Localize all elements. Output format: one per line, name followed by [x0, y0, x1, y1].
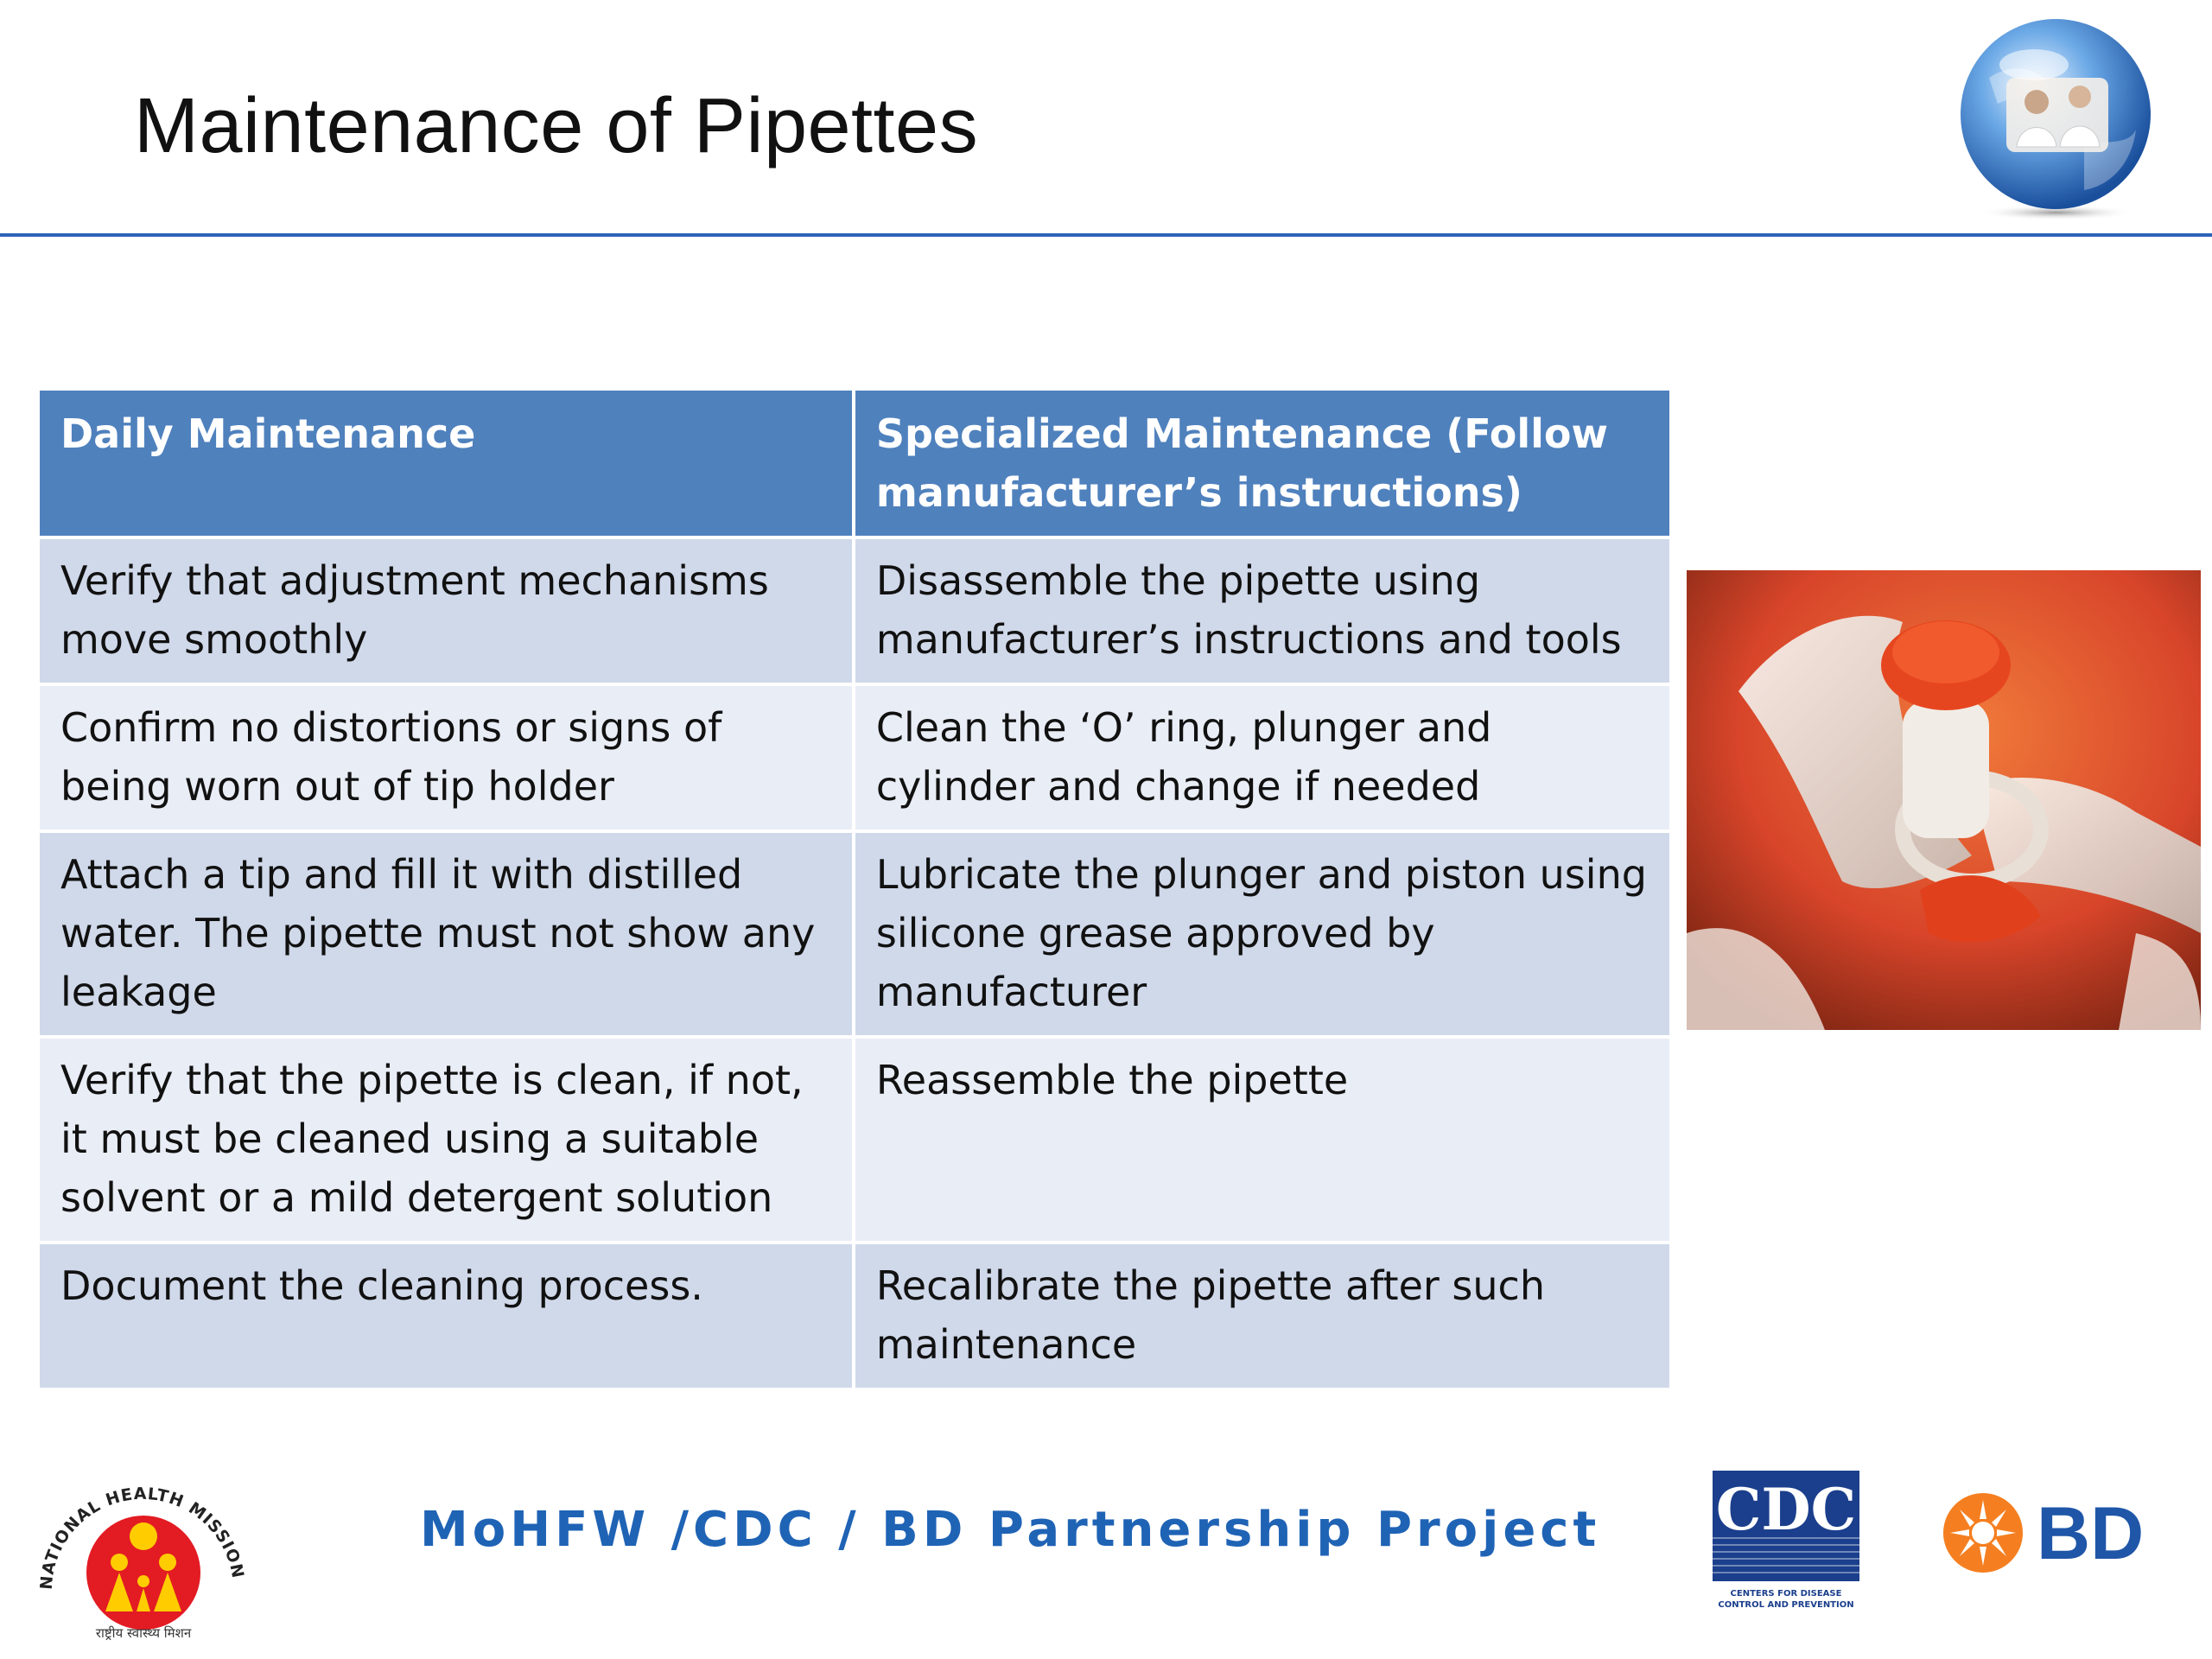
table-row	[40, 539, 1669, 683]
daily-cell: Attach a tip and fill it with distilled water. The pipette must not show any leakage	[40, 833, 852, 1035]
specialized-cell: Reassemble the pipette	[855, 1039, 1669, 1241]
table-row	[40, 686, 1669, 830]
daily-cell: Document the cleaning process.	[40, 1244, 852, 1388]
header-specialized-maintenance: Specialized Maintenance (Follow manufacturer’s instructions)	[855, 391, 1669, 536]
svg-text:NATIONAL HEALTH MISSION: NATIONAL HEALTH MISSION	[36, 1484, 248, 1591]
table-header-row	[40, 391, 1669, 536]
cdc-logo	[1711, 1469, 1875, 1611]
svg-text:CONTROL AND PREVENTION: CONTROL AND PREVENTION	[1718, 1600, 1854, 1610]
daily-cell: Confirm no distortions or signs of being worn out of tip holder	[40, 686, 852, 830]
svg-text:BD: BD	[2037, 1492, 2145, 1575]
svg-text:CENTERS FOR DISEASE: CENTERS FOR DISEASE	[1730, 1589, 1842, 1599]
daily-cell: Verify that the pipette is clean, if not, it must be cleaned using a suitable solvent or a mild detergent solution	[40, 1039, 852, 1241]
specialized-cell: Recalibrate the pipette after such maintenance	[855, 1244, 1669, 1388]
title-divider	[0, 233, 2212, 237]
maintenance-table	[36, 387, 1673, 1391]
national-health-mission-logo	[33, 1460, 249, 1642]
table-row	[40, 1244, 1669, 1388]
table-row	[40, 1039, 1669, 1241]
table-row	[40, 833, 1669, 1035]
globe-with-doctors-icon	[1955, 17, 2158, 220]
specialized-cell: Lubricate the plunger and piston using silicone grease approved by manufacturer	[855, 833, 1669, 1035]
bd-logo	[1940, 1488, 2156, 1579]
slide-title: Maintenance of Pipettes	[134, 83, 979, 169]
partnership-project-text: MoHFW /CDC / BD Partnership Project	[420, 1502, 1601, 1558]
pipette-disassembly-photo	[1687, 570, 2201, 1030]
specialized-cell: Clean the ‘O’ ring, plunger and cylinder and change if needed	[855, 686, 1669, 830]
svg-text:राष्ट्रीय स्वास्थ्य मिशन: राष्ट्रीय स्वास्थ्य मिशन	[95, 1625, 192, 1641]
daily-cell: Verify that adjustment mechanisms move smoothly	[40, 539, 852, 683]
header-daily-maintenance: Daily Maintenance	[40, 391, 852, 536]
svg-text:CDC: CDC	[1715, 1476, 1857, 1543]
specialized-cell: Disassemble the pipette using manufacturer’s instructions and tools	[855, 539, 1669, 683]
